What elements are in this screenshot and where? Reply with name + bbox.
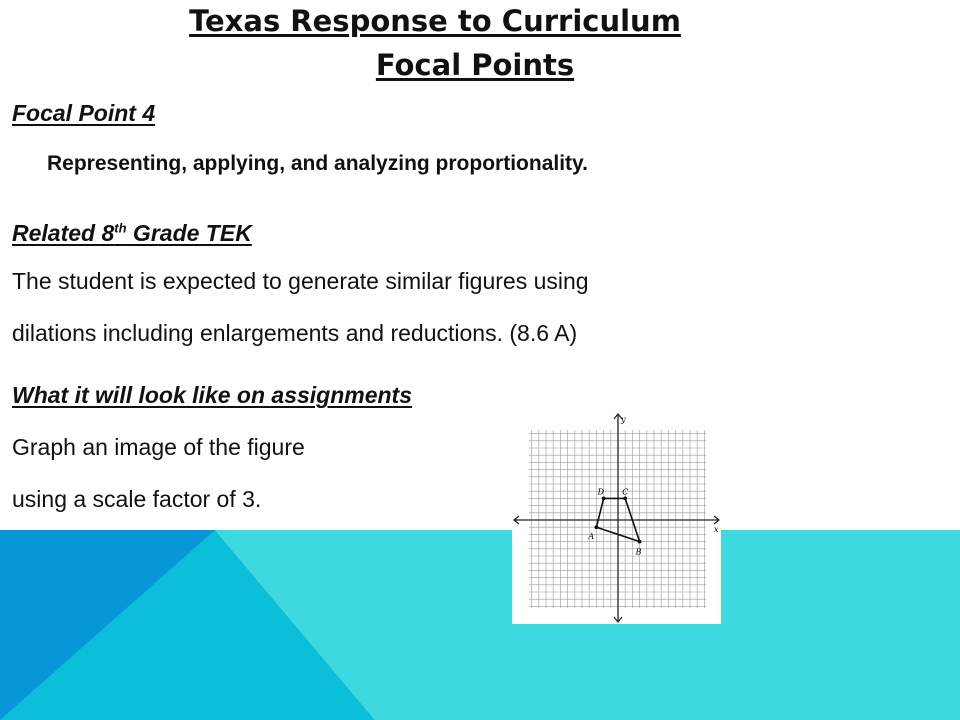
assignments-line-1: Graph an image of the figure bbox=[12, 434, 305, 460]
tek-heading-suffix: Grade TEK bbox=[126, 220, 252, 246]
axes bbox=[514, 414, 719, 622]
y-axis-label: y bbox=[621, 415, 626, 424]
coordinate-graph bbox=[512, 412, 721, 624]
point-b bbox=[638, 540, 642, 544]
assignments-heading: What it will look like on assignments bbox=[12, 382, 413, 408]
tek-heading-sup: th bbox=[114, 220, 127, 236]
point-label-d: D bbox=[597, 487, 605, 497]
tek-line-1: The student is expected to generate similar figures using bbox=[12, 268, 589, 294]
title-line-2: Focal Points bbox=[375, 48, 575, 82]
point-label-c: C bbox=[622, 487, 629, 497]
point-c bbox=[623, 497, 627, 501]
tek-heading bbox=[12, 220, 252, 247]
assignments-line-2: using a scale factor of 3. bbox=[12, 486, 262, 512]
tek-heading-prefix: Related 8 bbox=[12, 220, 115, 246]
point-a bbox=[595, 525, 599, 529]
point-d bbox=[602, 497, 606, 501]
point-label-b: B bbox=[635, 547, 642, 557]
x-axis-label: x bbox=[714, 525, 719, 534]
focal-point-heading: Focal Point 4 bbox=[12, 100, 156, 126]
point-label-a: A bbox=[588, 532, 595, 542]
focal-point-text: Representing, applying, and analyzing proportionality. bbox=[47, 152, 588, 175]
tek-line-2: dilations including enlargements and reductions. (8.6 A) bbox=[12, 320, 578, 346]
title-line-1: Texas Response to Curriculum bbox=[189, 4, 681, 38]
